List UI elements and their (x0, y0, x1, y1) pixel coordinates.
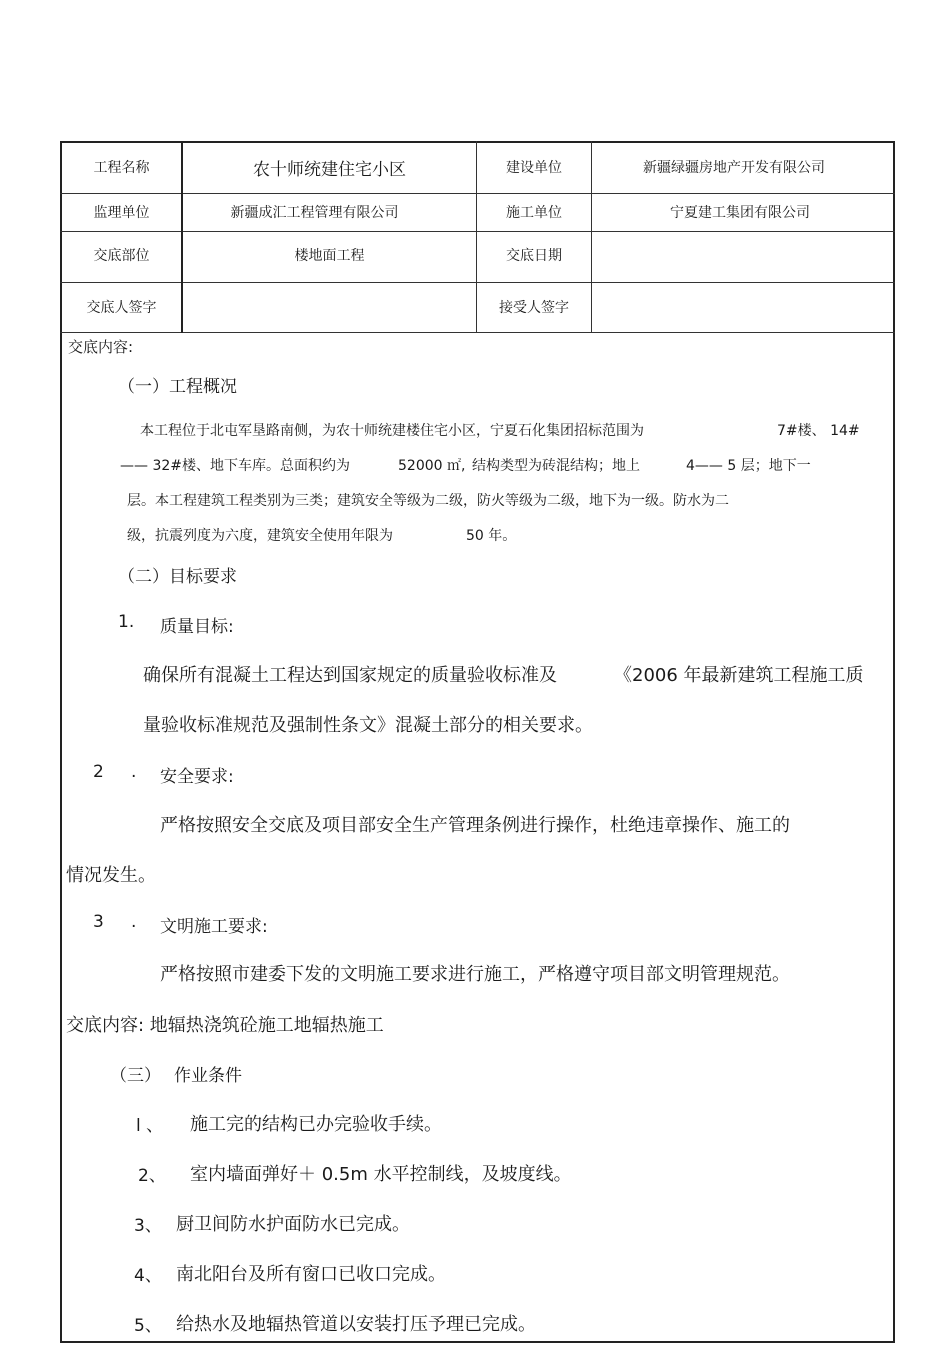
table-row-divider (60, 193, 895, 194)
section-overview-title: （一）工程概况 (118, 377, 237, 397)
condition-2-number: 2、 (138, 1166, 166, 1186)
condition-4-number: 4、 (134, 1266, 162, 1286)
section-conditions-number: （三） (110, 1066, 161, 1086)
giver-sign-label: 交底人签字 (86, 300, 157, 316)
condition-2-text: 室内墙面弹好＋ 0.5m 水平控制线，及坡度线。 (190, 1164, 572, 1185)
table-row-divider (60, 231, 895, 232)
item2-text-b: 情况发生。 (66, 865, 156, 886)
item2-text-a: 严格按照安全交底及项目部安全生产管理条例进行操作，杜绝违章操作、施工的 (160, 815, 790, 836)
item3-text: 严格按照市建委下发的文明施工要求进行施工，严格遵守项目部文明管理规范。 (160, 964, 790, 985)
condition-1-number: l 、 (136, 1116, 164, 1136)
supervisor-label: 监理单位 (93, 205, 150, 221)
table-row-divider (60, 282, 895, 283)
section-conditions-title: 作业条件 (174, 1066, 242, 1086)
item3-title: 文明施工要求: (160, 917, 268, 937)
item1-text-c: 量验收标准规范及强制性条文》混凝土部分的相关要求。 (143, 715, 593, 736)
condition-3-text: 厨卫间防水护面防水已完成。 (176, 1214, 410, 1235)
item2-number: 2 (93, 762, 104, 782)
item1-text-b: 《2006 年最新建筑工程施工质 (614, 665, 864, 686)
item1-title: 质量目标: (160, 617, 234, 637)
part-label: 交底部位 (93, 248, 150, 264)
contractor-value: 宁夏建工集团有限公司 (670, 205, 810, 221)
overview-line-3: 层。本工程建筑工程类别为三类；建筑安全等级为二级，防火等级为二级，地下为一级。防水为二 (127, 493, 729, 509)
item2-title: 安全要求: (160, 767, 234, 787)
item2-dot: . (131, 762, 137, 782)
section-goals-title: （二）目标要求 (118, 567, 237, 587)
item3-dot: . (131, 912, 137, 932)
overview-line-2d: 4—— 5 层；地下一 (686, 458, 811, 474)
part-value: 楼地面工程 (294, 248, 365, 264)
project-name-value: 农十师统建住宅小区 (253, 160, 406, 180)
overview-line-2b: 52000 ㎡, (398, 458, 466, 474)
receiver-sign-label: 接受人签字 (499, 300, 569, 316)
overview-line-1a: 本工程位于北屯军垦路南侧，为农十师统建楼住宅小区，宁夏石化集团招标范围为 (140, 423, 644, 439)
builder-value: 新疆绿疆房地产开发有限公司 (643, 160, 825, 176)
item1-text-a: 确保所有混凝土工程达到国家规定的质量验收标准及 (143, 665, 557, 686)
condition-3-number: 3、 (134, 1216, 162, 1236)
overview-line-4a: 级，抗震列度为六度，建筑安全使用年限为 (127, 528, 393, 544)
overview-line-4b: 50 年。 (466, 528, 517, 544)
condition-5-number: 5、 (134, 1316, 162, 1336)
date-label: 交底日期 (506, 248, 562, 264)
supervisor-value: 新疆成汇工程管理有限公司 (230, 205, 399, 221)
item1-number: 1. (118, 612, 135, 632)
condition-4-text: 南北阳台及所有窗口已收口完成。 (176, 1264, 446, 1285)
table-row-divider (60, 332, 895, 333)
overview-line-2a: —— 32#楼、地下车库。总面积约为 (120, 458, 350, 474)
overview-line-2c: 结构类型为砖混结构；地上 (472, 458, 640, 474)
contractor-label: 施工单位 (506, 205, 562, 221)
condition-5-text: 给热水及地辐热管道以安装打压予理已完成。 (176, 1314, 536, 1335)
project-name-label: 工程名称 (93, 160, 150, 176)
overview-line-1b: 7#楼、 14# (777, 423, 860, 439)
builder-label: 建设单位 (506, 160, 562, 176)
item3-number: 3 (93, 912, 104, 932)
content-heading-2: 交底内容: 地辐热浇筑砼施工地辐热施工 (66, 1015, 384, 1036)
condition-1-text: 施工完的结构已办完验收手续。 (190, 1114, 442, 1135)
content-heading: 交底内容: (68, 338, 134, 356)
